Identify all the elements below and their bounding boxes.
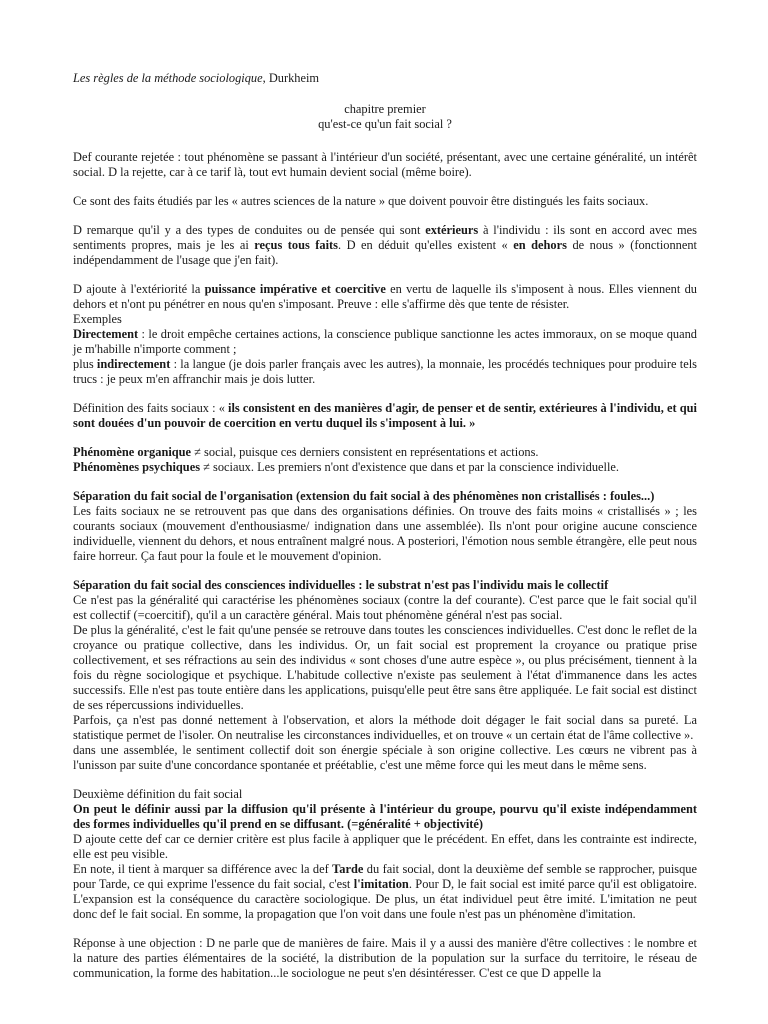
section-label-deuxieme-definition: Deuxième définition du fait social (73, 787, 243, 801)
section-heading-diffusion (73, 802, 697, 832)
section-heading-organisation (73, 489, 697, 504)
heading-text: Séparation du fait social des consciences individuelles : le substrat n'est pas l'individu mais le collectif (73, 578, 609, 592)
bold-term-phenomene-organique: Phénomène organique (73, 445, 192, 459)
paragraph-reflet-croyance: De plus la généralité, c'est le fait qu'une pensée se retrouve dans toutes les consciences individuelles. C'est donc le reflet de la croyance ou pratique collective, dans les individus. Or, un fait social est proprement la croyance ou pratique prise collectivement, et ses réfractions au sein des individus « sont choses d'une autre espèce », ou plus précisément, tiennent à la fois du règne sociologique et psychique. L'habitude collective n'existe pas seulement à l'état d'immanence dans les actes successifs. Elle n'est pas toute entière dans les applications, puisqu'elle peut être sans être appliquée. Le fait social est distinct de ses répercussions individuelles. (73, 623, 697, 712)
work-title: Les règles de la méthode sociologique (73, 71, 263, 85)
text-run: : la langue (je dois parler français avec les autres), la monnaie, les procédés techniques pour produire tels trucs : je peux m'en affranchir mais je dois lutter. (73, 357, 697, 386)
bold-term-indirectement: indirectement (96, 357, 171, 371)
text-run: . D en déduit qu'elles existent « (338, 238, 514, 252)
paragraph-natural-sciences: Ce sont des faits étudiés par les « autres sciences de la nature » que doivent pouvoir être distingués les faits sociaux. (73, 194, 649, 208)
chapter-number: chapitre premier (344, 102, 426, 116)
text-run: En note, il tient à marquer sa différence avec la def (73, 862, 333, 876)
example-indirectement (73, 357, 697, 387)
bold-term-tarde: Tarde (332, 862, 364, 876)
bold-term-phenomenes-psychiques: Phénomènes psychiques (73, 460, 201, 474)
heading-text: On peut le définir aussi par la diffusion qu'il présente à l'intérieur du groupe, pourvu qu'il existe indépendamment des formes individuelles qu'il prend en se diffusant. (=généralité + objectivité) (73, 802, 697, 831)
paragraph-assemblee: dans une assemblée, le sentiment collectif doit son énergie spéciale à son origine collective. Les cœurs ne vibrent pas à l'unisson par suite d'une concordance spontanée et préétablie, c'est une même force qui les meut dans le même sens. (73, 743, 697, 772)
paragraph-generalite: Ce n'est pas la généralité qui caractérise les phénomènes sociaux (contre la def courante). C'est parce que le fait social qu'il est collectif (=coercitif), qu'il a un caractère général. Mais tout phénomène général n'est pas social. (73, 593, 697, 622)
bold-definition: ils consistent en des manières d'agir, de penser et de sentir, extérieures à l'individu, et qui sont douées d'un pouvoir de coercition en vertu duquel ils s'imposent à lui. » (73, 401, 697, 430)
text-run: D ajoute à l'extériorité la (73, 282, 205, 296)
bold-term-directement: Directement (73, 327, 139, 341)
paragraph-objection: Réponse à une objection : D ne parle que de manières de faire. Mais il y a aussi des manière d'être collectives : le nombre et la nature des parties élémentaires de la société, la distribution de la population sur la surface du territoire, le réseau de communication, la forme des habitation...le sociologue ne peut s'en désintéresser. C'est ce que D appelle la (73, 936, 697, 980)
examples-label: Exemples (73, 312, 122, 326)
bold-term-puissance-coercitive: puissance impérative et coercitive (204, 282, 386, 296)
text-run: de nous » (fonctionnent indépendamment de l'usage que j'en fait). (73, 238, 697, 267)
document-title (73, 71, 697, 86)
bold-term-exterieurs: extérieurs (425, 223, 479, 237)
bold-term-en-dehors: en dehors (513, 238, 567, 252)
text-run: Définition des faits sociaux : « (73, 401, 229, 415)
author-name: , Durkheim (262, 71, 320, 85)
text-run: D remarque qu'il y a des types de conduites ou de pensée qui sont (73, 223, 426, 237)
bold-term-recus-tous-faits: reçus tous faits (254, 238, 339, 252)
line-phenomene-organique (73, 445, 697, 460)
text-run: : le droit empêche certaines actions, la conscience publique sanctionne les actes immoraux, on se moque quand je m'habille n'importe comment ; (73, 327, 697, 356)
text-run: . Pour D, le fait social est imité parce qu'il est obligatoire. L'expansion est la conséquence du caractère sociologique. De plus, un état individuel peut être imité. L'imitation ne peut donc def le fait social. En somme, la propagation que l'on voit dans une foule n'est pas un phénomène d'imitation. (73, 877, 697, 921)
paragraph-critere: D ajoute cette def car ce dernier critère est plus facile à appliquer que le précédent. En effet, dans les contrainte est indirecte, elle est peu visible. (73, 832, 697, 861)
text-run: plus (73, 357, 97, 371)
paragraph-common-definition: Def courante rejetée : tout phénomène se passant à l'intérieur d'un société, présentant, avec une certaine généralité, un intérêt social. D la rejette, car à ce tarif là, tout evt humain devient social (même boire). (73, 150, 697, 179)
paragraph-tarde (73, 862, 697, 922)
section-heading-consciences (73, 578, 697, 593)
paragraph-statistique: Parfois, ça n'est pas donné nettement à l'observation, et alors la méthode doit dégager le fait social dans sa pureté. La statistique permet de l'isoler. On neutralise les circonstances individuelles, et on trouve « un certain état de l'âme collective ». (73, 713, 697, 742)
text-run: ≠ social, puisque ces derniers consistent en représentations et actions. (191, 445, 539, 459)
line-phenomenes-psychiques (73, 460, 697, 475)
chapter-title: qu'est-ce qu'un fait social ? (318, 117, 452, 131)
paragraph-coercion (73, 282, 697, 312)
chapter-heading (73, 102, 697, 132)
text-run: à l'individu : ils sont en accord avec mes sentiments propres, mais je les ai (73, 223, 698, 252)
bold-term-imitation: l'imitation (353, 877, 409, 891)
paragraph-definition-faits-sociaux (73, 401, 697, 431)
paragraph-exteriority (73, 223, 697, 268)
paragraph-courants-sociaux: Les faits sociaux ne se retrouvent pas que dans des organisations définies. On trouve des faits moins « cristallisés » ; les courants sociaux (mouvement d'enthousiasme/ indignation dans une assemblée). Ils n'ont pour origine aucune conscience individuelle, viennent du dehors, et nous entraînent malgré nous. A posteriori, l'émotion nous semble étrangère, elle peut nous faire horreur. Ça faut pour la foule et le mouvement d'opinion. (73, 504, 697, 563)
example-directement (73, 327, 697, 357)
document-body (73, 71, 697, 981)
text-run: ≠ sociaux. Les premiers n'ont d'existence que dans et par la conscience individuelle. (200, 460, 620, 474)
text-run: en vertu de laquelle ils s'imposent à nous. Elles viennent du dehors et n'ont pu pénétrer en nous qu'en s'imposant. Preuve : elle s'affirme dès que tente de résister. (73, 282, 697, 311)
heading-text: Séparation du fait social de l'organisation (extension du fait social à des phénomènes non cristallisés : foules...) (73, 489, 655, 503)
text-run: du fait social, dont la deuxième def semble se rapprocher, puisque pour Tarde, ce qui exprime l'essence du fait social, c'est (73, 862, 697, 891)
